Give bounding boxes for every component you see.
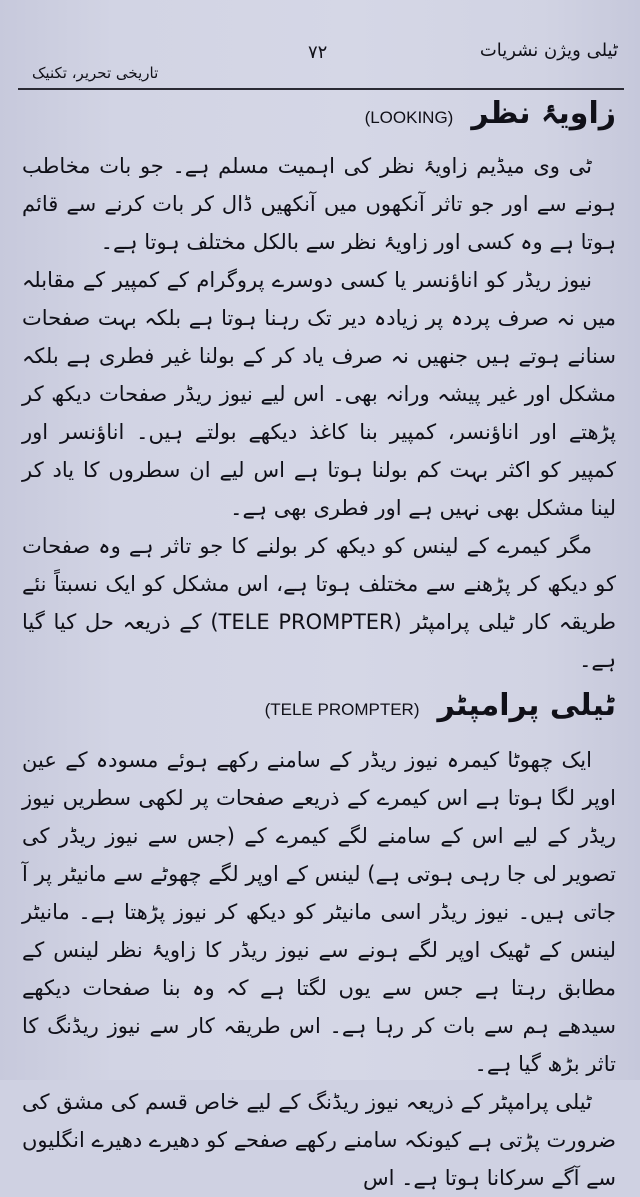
- chapter-title: تاریخی تحریر، تکنیک: [32, 64, 159, 82]
- running-title: ٹیلی ویژن نشریات: [479, 40, 618, 61]
- page-header: [20, 28, 622, 82]
- header-divider: [18, 88, 624, 90]
- section-heading-teleprompter: [22, 687, 616, 741]
- paragraph: ٹی وی میڈیم زاویۂ نظر کی اہمیت مسلم ہے۔ جو بات مخاطب ہونے سے اور جو تاثر آنکھوں میں آنکھیں ڈال کر بات کرنے سے قائم ہوتا ہے وہ کسی اور زاویۂ نظر سے بالکل مختلف ہوتا ہے۔: [22, 154, 616, 254]
- paragraph: ایک چھوٹا کیمرہ نیوز ریڈر کے سامنے رکھے ہوئے مسودہ کے عین اوپر لگا ہوتا ہے اس کیمرے کے ذریعے صفحات پر لکھی سطریں نیوز ریڈر کے لیے اس کے سامنے لگے کیمرے کے (جس سے نیوز ریڈر کی تصویر لی جا رہی ہوتی ہے) لینس کے اوپر لگے چھوٹے سے مانیٹر پر آ جاتی ہیں۔ نیوز ریڈر اسی مانیٹر کو دیکھ کر نیوز پڑھتا ہے۔ مانیٹر لینس کے ٹھیک اوپر لگے ہونے سے نیوز ریڈر کا زاویۂ نظر لینس کے مطابق رہتا ہے جس سے یوں لگتا ہے کہ وہ بنا صفحات دیکھے سیدھے ہم سے بات کر رہا ہے۔ اس طریقہ کار سے نیوز ریڈنگ کا تاثر بڑھ گیا ہے۔: [22, 748, 616, 1076]
- section-heading-urdu: ٹیلی پرامپٹر: [437, 688, 616, 723]
- section-heading-english: (LOOKING): [364, 108, 454, 127]
- paragraph: مگر کیمرے کے لینس کو دیکھ کر بولنے کا جو تاثر ہے وہ صفحات کو دیکھ کر پڑھنے سے مختلف ہوتا ہے، اس مشکل کو ایک نسبتاً نئے طریقہ کار ٹیلی پرامپٹر (TELE PROMPTER) کے ذریعہ حل کیا گیا ہے۔: [22, 534, 617, 672]
- section-heading-looking: [22, 95, 616, 147]
- page-number: ۷۲: [308, 42, 328, 63]
- paragraph: ٹیلی پرامپٹر کے ذریعہ نیوز ریڈنگ کے لیے خاص قسم کی مشق کی ضرورت پڑتی ہے کیونکہ سامنے رکھے صفحے کو دھیرے دھیرے انگلیوں سے آگے سرکانا ہوتا ہے۔ اس: [22, 1090, 616, 1190]
- section-heading-urdu: زاویۂ نظر: [471, 96, 616, 131]
- section-heading-english: (TELE PROMPTER): [264, 700, 420, 719]
- page-body: [22, 95, 617, 1190]
- paragraph: نیوز ریڈر کو اناؤنسر یا کسی دوسرے پروگرام کے کمپیر کے مقابلہ میں نہ صرف پردہ پر زیادہ دیر تک رہنا ہوتا ہے بلکہ بہت صفحات سنانے ہوتے ہیں جنھیں نہ صرف یاد کر کے بولنا غیر فطری ہے بلکہ مشکل اور غیر پیشہ ورانہ بھی۔ اس لیے نیوز ریڈر صفحات دیکھ کر پڑھتے اور اناؤنسر، کمپیر بنا کاغذ دیکھے بولتے ہیں۔ اناؤنسر اور کمپیر کو اکثر بہت کم بولنا ہوتا ہے اس لیے ان سطروں کا یاد کر لینا مشکل بھی نہیں ہے اور فطری بھی ہے۔: [22, 268, 616, 520]
